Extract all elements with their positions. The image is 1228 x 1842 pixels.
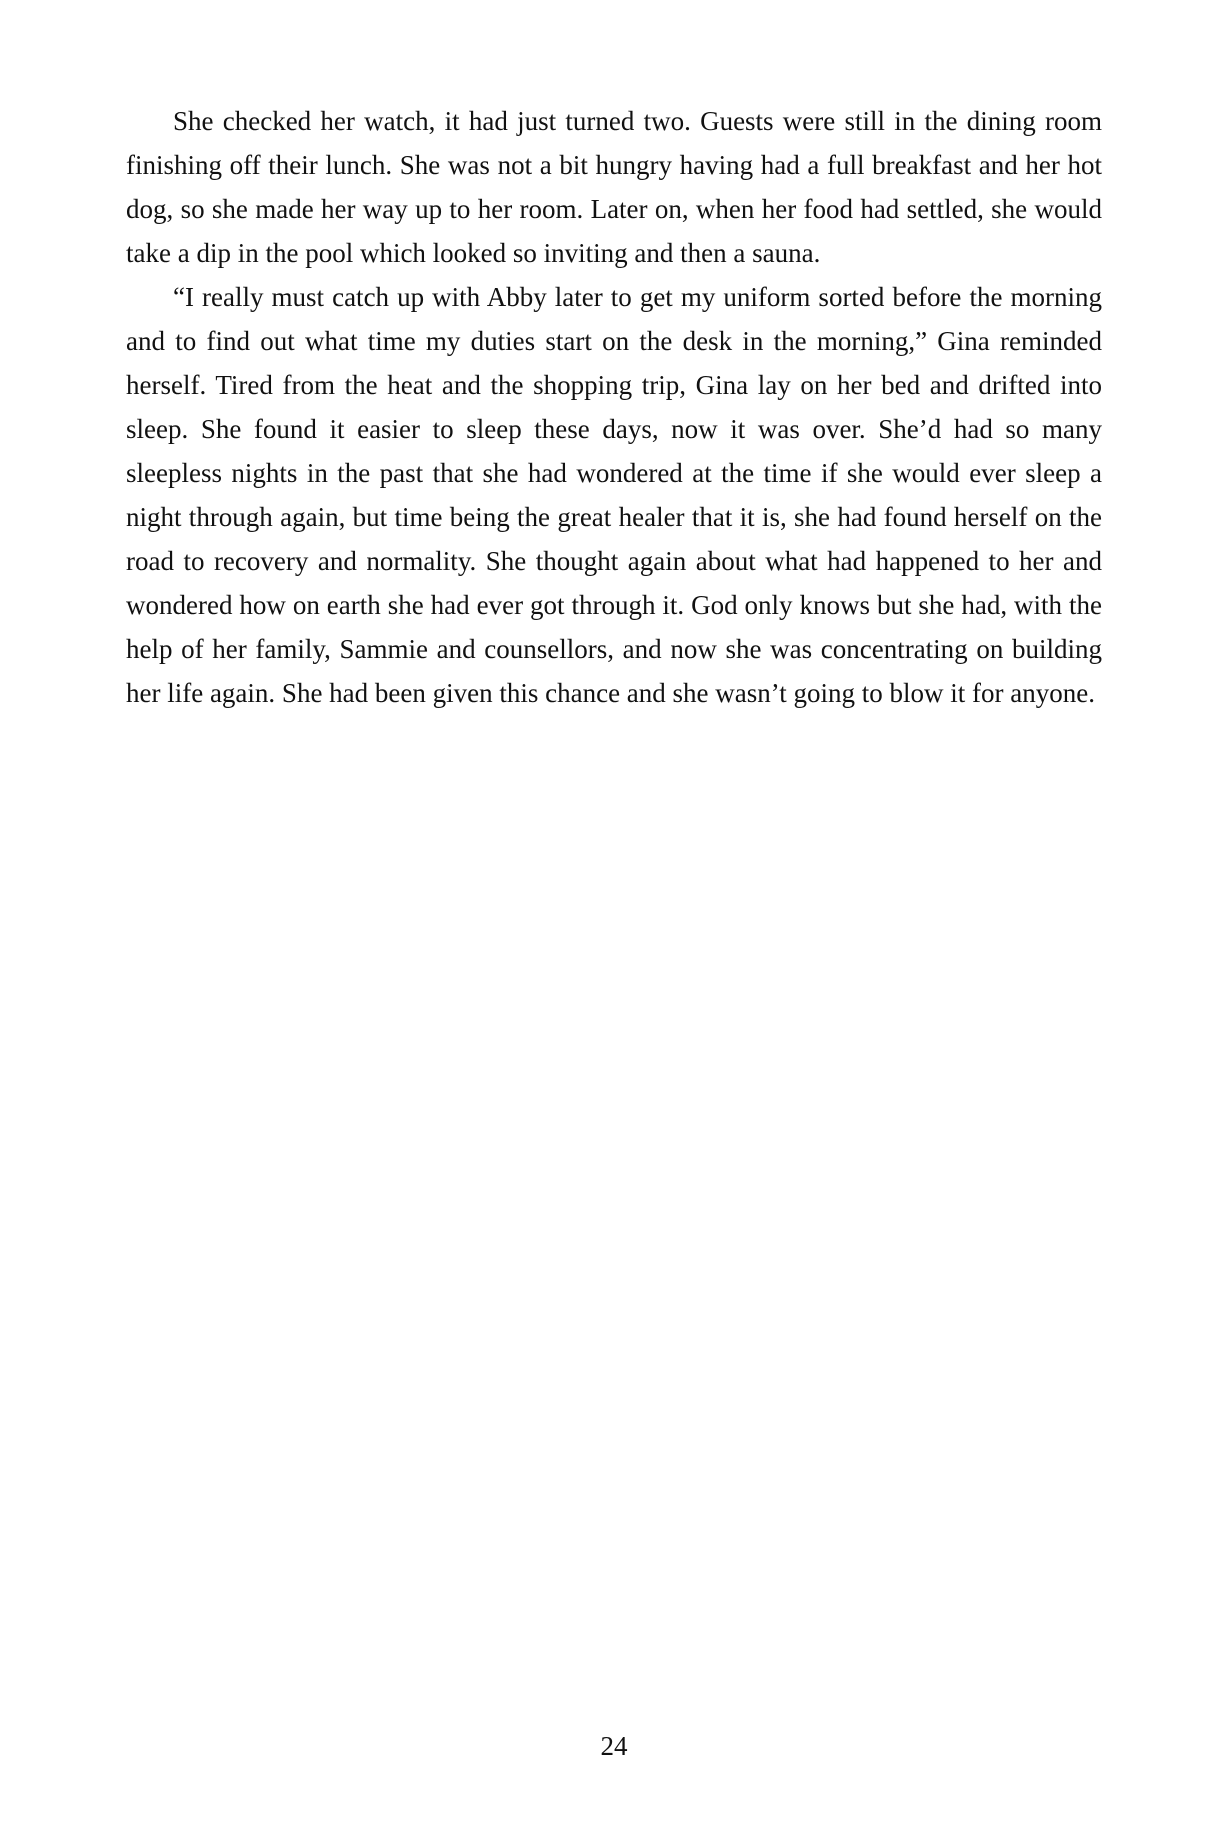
paragraph-2: “I really must catch up with Abby later to get my uniform sorted before the morning and to find out what time my duties start on the desk in the morning,” Gina reminded herself. Tired from the heat and the shopping trip, Gina lay on her bed and drifted into sleep. She found it easier to sleep these days, now it was over. She’d had so many sleepless nights in the past that she had wondered at the time if she would ever sleep a night through again, but time being the great healer that it is, she had found herself on the road to recovery and normality. She thought again about what had happened to her and wondered how on earth she had ever got through it. God only knows but she had, with the help of her family, Sammie and counsellors, and now she was concentrating on building her life again. She had been given this chance and she wasn’t going to blow it for anyone. bbox=[126, 282, 1102, 708]
page-number: 24 bbox=[600, 1731, 628, 1761]
body-text bbox=[126, 99, 1102, 715]
paragraph-1: She checked her watch, it had just turned two. Guests were still in the dining room finishing off their lunch. She was not a bit hungry having had a full breakfast and her hot dog, so she made her way up to her room. Later on, when her food had settled, she would take a dip in the pool which looked so inviting and then a sauna. bbox=[126, 106, 1102, 268]
